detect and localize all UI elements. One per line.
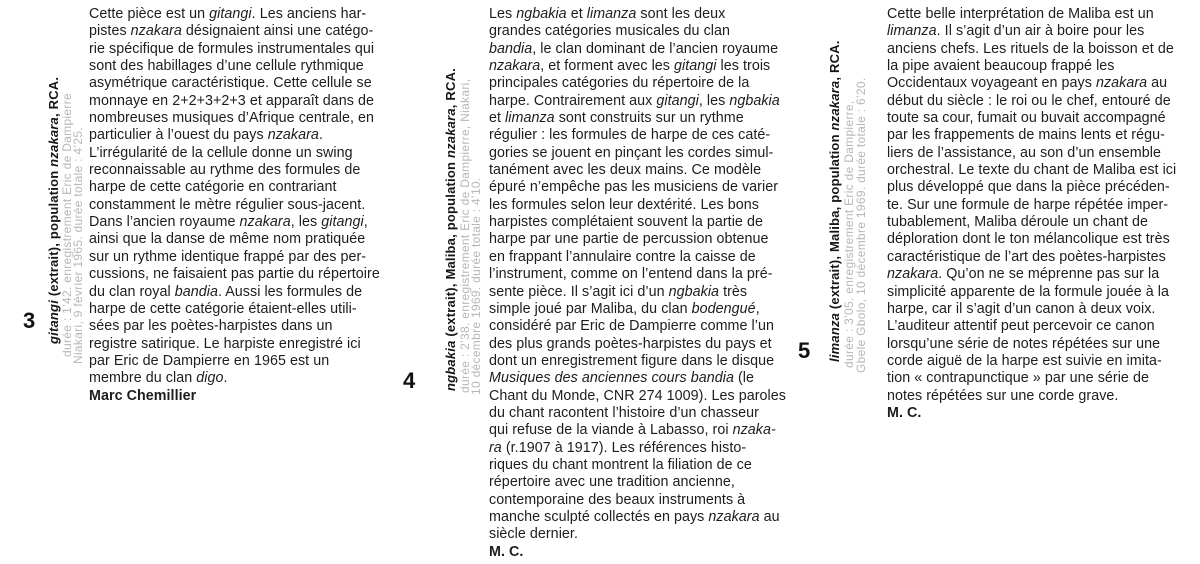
article-column bbox=[89, 6, 441, 405]
track-number-5: 5 bbox=[798, 338, 811, 363]
article-body: Les ngbakia et limanza sont les deux grandes catégories musicales du clan bandia, le clan dominant de l’ancien royaume nzakara, et forment avec les gitangi les trois principales catégories du répertoire de la harpe. Contrairement aux gitangi, les ngbakia et limanza sont construits sur un rythme régulier : les formules de harpe de ces caté- gories se jouent en pinçant les cordes simul- tanément avec les deux mains. Ce modèle épuré n’empêche pas les musiciens de varier les formules selon leur dextérité. Les bons harpistes complétaient souvent la partie de harpe par une partie de percussion obtenue en frappant l’annulaire contre la caisse de l’instrument, comme on l’entend dans la pré- sente pièce. Il s’agit ici d’un ngbakia très simple joué par Maliba, du clan bodengué, considéré par Eric de Dampierre comme l’un des plus grands poètes-harpistes du pays et dont un enregistrement figure dans le disque Musiques des anciennes cours bandia (le Chant du Monde, CNR 274 1009). Les paroles du chant racontent l’histoire d’un chasseur qui refuse de la viande à Labasso, roi nzaka- ra (r.1907 à 1917). Les références histo- riques du chant montrent la filiation de ce répertoire avec une tradition ancienne, contemporaine des beaux instruments à manche sculpté collectés en pays nzakara au siècle dernier. bbox=[489, 6, 786, 543]
track-location-date-rotated: Gbele Gbolo, 10 décembre 1969. durée totale : 6’20. bbox=[854, 77, 868, 373]
article-body: Cette pièce est un gitangi. Les anciens har- pistes nzakara désignaient ainsi une catégo- rie spécifique de formules instrumentales qui sont des habillages d’une cellule rythmique asymétrique caractéristique. Cette cellule se monnaye en 2+2+3+2+3 et apparaît dans de nombreuses musiques d’Afrique centrale, en particulier à l’ouest du pays nzakara. L’irrégularité de la cellule donne un swing reconnaissable au rythme des formules de harpe de cette catégorie en contrariant constamment le mètre régulier sous-jacent. Dans l’ancien royaume nzakara, les gitangi, ainsi que la danse de même nom pratiquée sur un rythme identique frappé par des per- cussions, ne faisaient pas partie du répertoire du clan royal bandia. Aussi les formules de harpe de cette catégorie étaient-elles utili- sées par les poètes-harpistes dans un registre satirique. Le harpiste enregistré ici par Eric de Dampierre en 1965 est un membre du clan digo. bbox=[89, 6, 380, 387]
track-location-date-rotated: 10 décembre 1969. durée totale : 4’10. bbox=[469, 177, 483, 395]
track-location-date-rotated: Niakari, 9 février 1965. durée totale : 4’25. bbox=[71, 127, 85, 364]
article-body: Cette belle interprétation de Maliba est un limanza. Il s’agit d’un air à boire pour les anciens chefs. Les rituels de la boisson et de la pipe avaient beaucoup frappé les Occidentaux voyageant en pays nzakara au début du siècle : le roi ou le chef, entouré de toute sa cour, fumait ou buvait accompagné par les frappements de mains lents et régu- liers de l’assistance, au son d’un ensemble orchestral. Le texte du chant de Maliba est ici plus développé que dans la pièce précéden- te. Sur une formule de harpe répétée imper- tubablement, Maliba déroule un chant de déploration dont le ton mélancolique est très caractéristique de l’art des poètes-harpistes nzakara. Qu’on ne se méprenne pas sur la simplicité apparente de la formule jouée à la harpe, car il s’agit d’un canon à deux voix. L’auditeur attentif peut percevoir ce canon lorsqu’une série de notes répétées sur une corde aiguë de la harpe est suivie en imita- tion « contrapunctique » par une série de notes répétées sur une corde grave. bbox=[887, 6, 1177, 404]
article-column bbox=[489, 6, 823, 561]
track-duration-note-rotated: durée : 3’05. enregistrement Eric de Dampierre, bbox=[842, 100, 856, 368]
author-signature: M. C. bbox=[887, 404, 922, 421]
track-duration-note-rotated: durée : 1’42. enregistrement Eric de Dampierre bbox=[60, 93, 74, 357]
track-title-rotated: ngbakia (extrait), Maliba, population nzakara, RCA. bbox=[443, 68, 458, 391]
track-number-3: 3 bbox=[23, 308, 36, 333]
track-title-rotated: gitangi (extrait), population nzakara, RCA. bbox=[46, 76, 61, 344]
article-column bbox=[887, 6, 1200, 422]
track-duration-note-rotated: durée : 2’38. enregistrement Eric de Dampierre, Niakari, bbox=[458, 78, 472, 393]
track-number-4: 4 bbox=[403, 368, 416, 393]
author-signature: Marc Chemillier bbox=[89, 387, 197, 404]
track-title-rotated: limanza (extrait), Maliba, population nzakara, RCA. bbox=[827, 40, 842, 362]
author-signature: M. C. bbox=[489, 543, 524, 560]
